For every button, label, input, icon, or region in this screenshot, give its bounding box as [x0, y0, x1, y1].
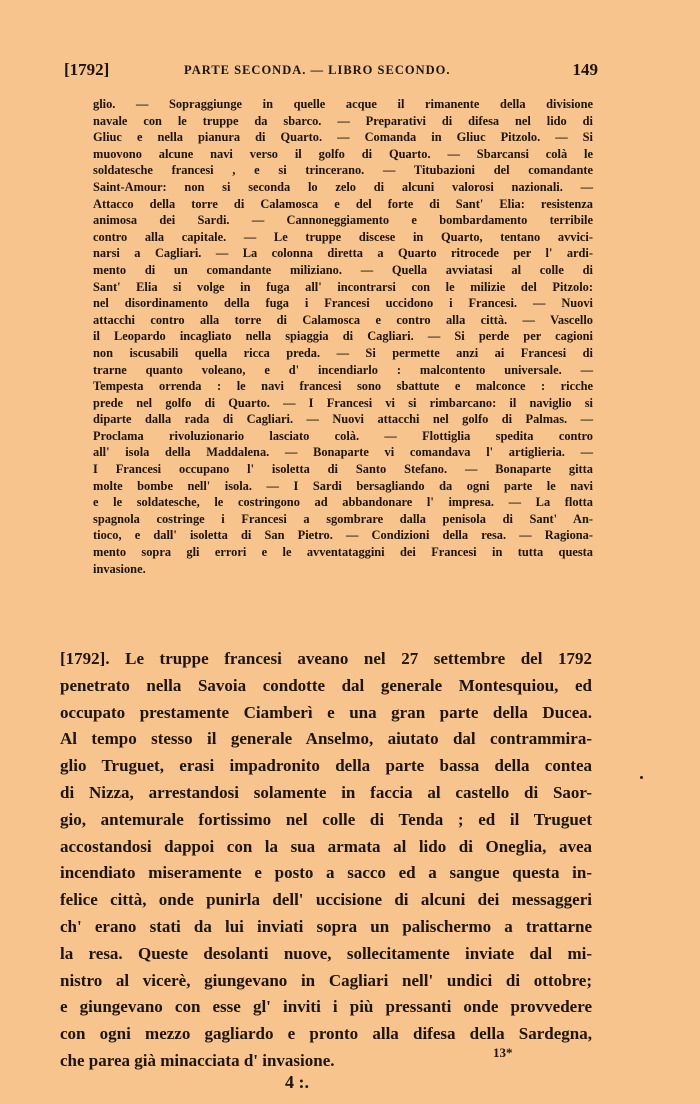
- body-line: Al tempo stesso il generale Anselmo, aiutato dal contrammira-: [60, 729, 592, 749]
- summary-line: Tempesta orrenda : le navi francesi sono sbattute e malconce : ricche: [93, 379, 593, 394]
- body-line: che parea già minacciata d' invasione.: [60, 1050, 335, 1070]
- page-number: 149: [572, 60, 598, 79]
- body-line: di Nizza, arrestandosi solamente in faccia al castello di Saor-: [60, 782, 592, 802]
- body-line: penetrato nella Savoia condotte dal generale Montesquiou, ed: [60, 675, 592, 695]
- body-line: accostandosi dappoi con la sua armata al lido di Oneglia, avea: [60, 836, 592, 856]
- summary-line: attacchi contro alla torre di Calamosca e contro alla città. — Vascello: [93, 312, 593, 327]
- body-line: con ogni mezzo gagliardo e pronto alla difesa della Sardegna,: [60, 1024, 592, 1044]
- summary-line: soldatesche francesi , e si trincerano. — Titubazioni del comandante: [93, 163, 593, 178]
- summary-line: prede nel golfo di Quarto. — I Francesi vi si rimbarcano: il naviglio si: [93, 395, 593, 410]
- body-line: la resa. Queste desolanti nuove, sollecitamente inviate dal mi-: [60, 943, 592, 963]
- summary-line: navale con le truppe da sbarco. — Preparativi di difesa nel lido di: [93, 113, 593, 128]
- summary-line: all' isola della Maddalena. — Bonaparte vi comandava l' artiglieria. —: [93, 445, 593, 460]
- body-line: [1792]. Le truppe francesi aveano nel 27 settembre del 1792: [60, 649, 592, 668]
- summary-line: Proclama rivoluzionario lasciato colà. — Flottiglia spedita contro: [93, 428, 593, 443]
- summary-line: mento sopra gli errori e le avventataggini dei Francesi in tutta questa: [93, 545, 593, 560]
- body-paragraph: [60, 646, 592, 1075]
- summary-line: trarne quanto voleano, e d' incendiarlo : malcontento universale. —: [93, 362, 593, 377]
- summary-line: nel disordinamento della fuga i Francesi uccidono i Francesi. — Nuovi: [93, 296, 593, 311]
- header-title: PARTE SECONDA. — LIBRO SECONDO.: [184, 63, 451, 77]
- summary-line: mento di un comandante miliziano. — Quella avviatasi al colle di: [93, 262, 593, 277]
- printer-signature: 13*: [493, 1045, 513, 1060]
- summary-line: tioco, e dall' isoletta di San Pietro. — Condizioni della resa. — Ragiona-: [93, 528, 593, 543]
- summary-line: non iscusabili quella ricca preda. — Si permette anzi ai Francesi di: [93, 345, 593, 360]
- body-line: incendiato miseramente e posto a sacco ed a sangue questa in-: [60, 863, 592, 883]
- summary-line: muovono alcune navi verso il golfo di Quarto. — Sbarcansi colà le: [93, 146, 593, 161]
- summary-line: spagnola costringe i Francesi a sgombrare dalla penisola di Sant' An-: [93, 511, 593, 526]
- bottom-mark: 4 :.: [285, 1072, 309, 1092]
- summary-line: il Leopardo incagliato nella spiaggia di Cagliari. — Si perde per cagioni: [93, 329, 593, 344]
- summary-line: molte bombe nell' isola. — I Sardi bersagliando da ogni parte le navi: [93, 478, 593, 493]
- summary-line: Attacco della torre di Calamosca e del forte di Sant' Elia: resistenza: [93, 196, 593, 211]
- summary-line: Saint-Amour: non si seconda lo zelo di alcuni valorosi nazionali. —: [93, 179, 593, 194]
- summary-line: invasione.: [93, 561, 146, 576]
- ink-speck: [640, 776, 643, 779]
- summary-line: e le soldatesche, le costringono ad abbandonare l' impresa. — La flotta: [93, 495, 593, 510]
- summary-line: narsi a Cagliari. — La colonna diretta a Quarto ritrocede per l' ardi-: [93, 246, 593, 261]
- body-line: occupato prestamente Ciamberì e una gran parte della Ducea.: [60, 702, 592, 722]
- body-line: nistro al vicerè, giungevano in Cagliari nell' undici di ottobre;: [60, 970, 592, 990]
- body-line: felice città, onde punirla dell' uccisione di alcuni dei messaggeri: [60, 890, 592, 910]
- body-line: ch' erano stati da lui inviati sopra un palischermo a trattarne: [60, 916, 592, 936]
- body-line: gio, antemurale fortissimo nel colle di Tenda ; ed il Truguet: [60, 809, 592, 829]
- body-line: glio Truguet, erasi impadronito della parte bassa della contea: [60, 756, 592, 776]
- summary-line: diparte dalla rada di Cagliari. — Nuovi attacchi nel golfo di Palmas. —: [93, 412, 593, 427]
- summary-line: contro alla capitale. — Le truppe discese in Quarto, tentano avvici-: [93, 229, 593, 244]
- page-header: [64, 60, 598, 84]
- summary-line: Gliuc e nella pianura di Quarto. — Comanda in Gliuc Pitzolo. — Si: [93, 130, 593, 145]
- summary-line: Sant' Elia si volge in fuga all' incontrarsi con le milizie del Pitzolo:: [93, 279, 593, 294]
- body-line: e giungevano con esse gl' inviti i più pressanti onde provvedere: [60, 997, 592, 1017]
- summary-line: glio. — Sopraggiunge in quelle acque il rimanente della divisione: [93, 97, 593, 111]
- header-year: [1792]: [64, 60, 110, 79]
- chapter-summary: [93, 96, 593, 577]
- summary-line: animosa dei Sardi. — Cannoneggiamento e bombardamento terribile: [93, 213, 593, 228]
- summary-line: I Francesi occupano l' isoletta di Santo Stefano. — Bonaparte gitta: [93, 462, 593, 477]
